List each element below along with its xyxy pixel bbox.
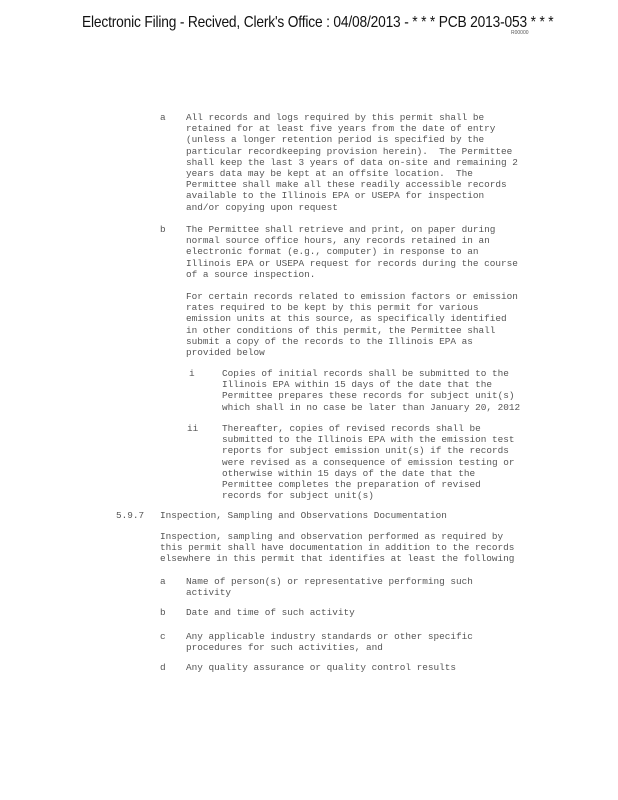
text-line: Illinois EPA within 15 days of the date that the [222,379,493,391]
text-line: Illinois EPA or USEPA request for records during the course [186,257,518,269]
section-heading-text: Inspection, Sampling and Observations Documentation [160,510,447,521]
text-line: emission units at this source, as specifically identified [186,313,507,325]
text-line: available to the Illinois EPA or USEPA for inspection [186,190,485,202]
text-line: electronic format (e.g., computer) in response to an [186,246,479,258]
text-line: submit a copy of the records to the Illinois EPA as [186,335,473,347]
text-line: reports for subject emission unit(s) if the records [222,445,509,457]
text-line: activity [186,587,232,599]
filing-stamp: Electronic Filing - Recived, Clerk's Office : 04/08/2013 - * * * PCB 2013-053 * * * [82,14,554,31]
sub-ii-text [222,423,515,501]
text-line: elsewhere in this permit that identifies at least the following [160,553,515,565]
text-line: Name of person(s) or representative performing such [186,576,473,587]
item-a-text [186,112,518,213]
text-line: Any applicable industry standards or other specific [186,631,473,642]
section-item-c-marker: c [160,631,166,642]
sub-i-marker: i [189,368,195,379]
text-line: which shall in no case be later than January 20, 2012 [222,401,521,413]
text-line: (unless a longer retention period is specified by the [186,134,485,146]
item-a-marker: a [160,112,166,123]
sub-ii-marker: ii [187,423,199,434]
text-line: in other conditions of this permit, the Permittee shall [186,324,496,336]
section-item-b-text [186,607,355,618]
text-line: Copies of initial records shall be submitted to the [222,368,509,379]
text-line: Date and time of such activity [186,607,355,618]
text-line: All records and logs required by this permit shall be [186,112,485,123]
text-line: otherwise within 15 days of the date that the [222,467,476,479]
item-b-text [186,224,518,280]
text-line: and/or copying upon request [186,201,338,213]
text-line: submitted to the Illinois EPA with the emission test [222,434,515,446]
section-item-a-text [186,576,473,598]
section-number: 5.9.7 [116,510,145,521]
text-line: Any quality assurance or quality control results [186,662,457,673]
item-b-marker: b [160,224,166,235]
text-line: shall keep the last 3 years of data on-site and remaining 2 [186,156,518,168]
text-line: particular recordkeeping provision herein). The Permittee [186,145,513,157]
section-item-b-marker: b [160,607,166,618]
section-item-a-marker: a [160,576,166,587]
section-item-d-text [186,662,456,673]
text-line: of a source inspection. [186,268,316,280]
text-line: rates required to be kept by this permit for various [186,302,479,314]
section-item-c-text [186,631,473,653]
text-line: The Permittee shall retrieve and print, on paper during [186,224,496,235]
text-line: Permittee shall make all these readily accessible records [186,179,507,191]
item-b-paragraph-2 [186,291,518,358]
section-intro [160,531,514,565]
section-heading [160,510,447,521]
section-item-d-marker: d [160,662,166,673]
text-line: years data may be kept at an offsite location. The [186,168,473,180]
text-line: records for subject unit(s) [222,490,374,502]
text-line: provided below [186,347,265,359]
text-line: normal source office hours, any records retained in an [186,235,490,247]
text-line: were revised as a consequence of emission testing or [222,456,515,468]
text-line: Permittee completes the preparation of revised [222,479,481,491]
text-line: Thereafter, copies of revised records shall be [222,423,481,434]
filing-stamp-code: R00000 [511,30,529,36]
text-line: retained for at least five years from the date of entry [186,123,496,135]
text-line: For certain records related to emission factors or emission [186,291,518,302]
text-line: Permittee prepares these records for subject unit(s) [222,390,515,402]
text-line: Inspection, sampling and observation performed as required by [160,531,504,542]
text-line: this permit shall have documentation in addition to the records [160,542,515,554]
sub-i-text [222,368,520,413]
text-line: procedures for such activities, and [186,642,383,654]
